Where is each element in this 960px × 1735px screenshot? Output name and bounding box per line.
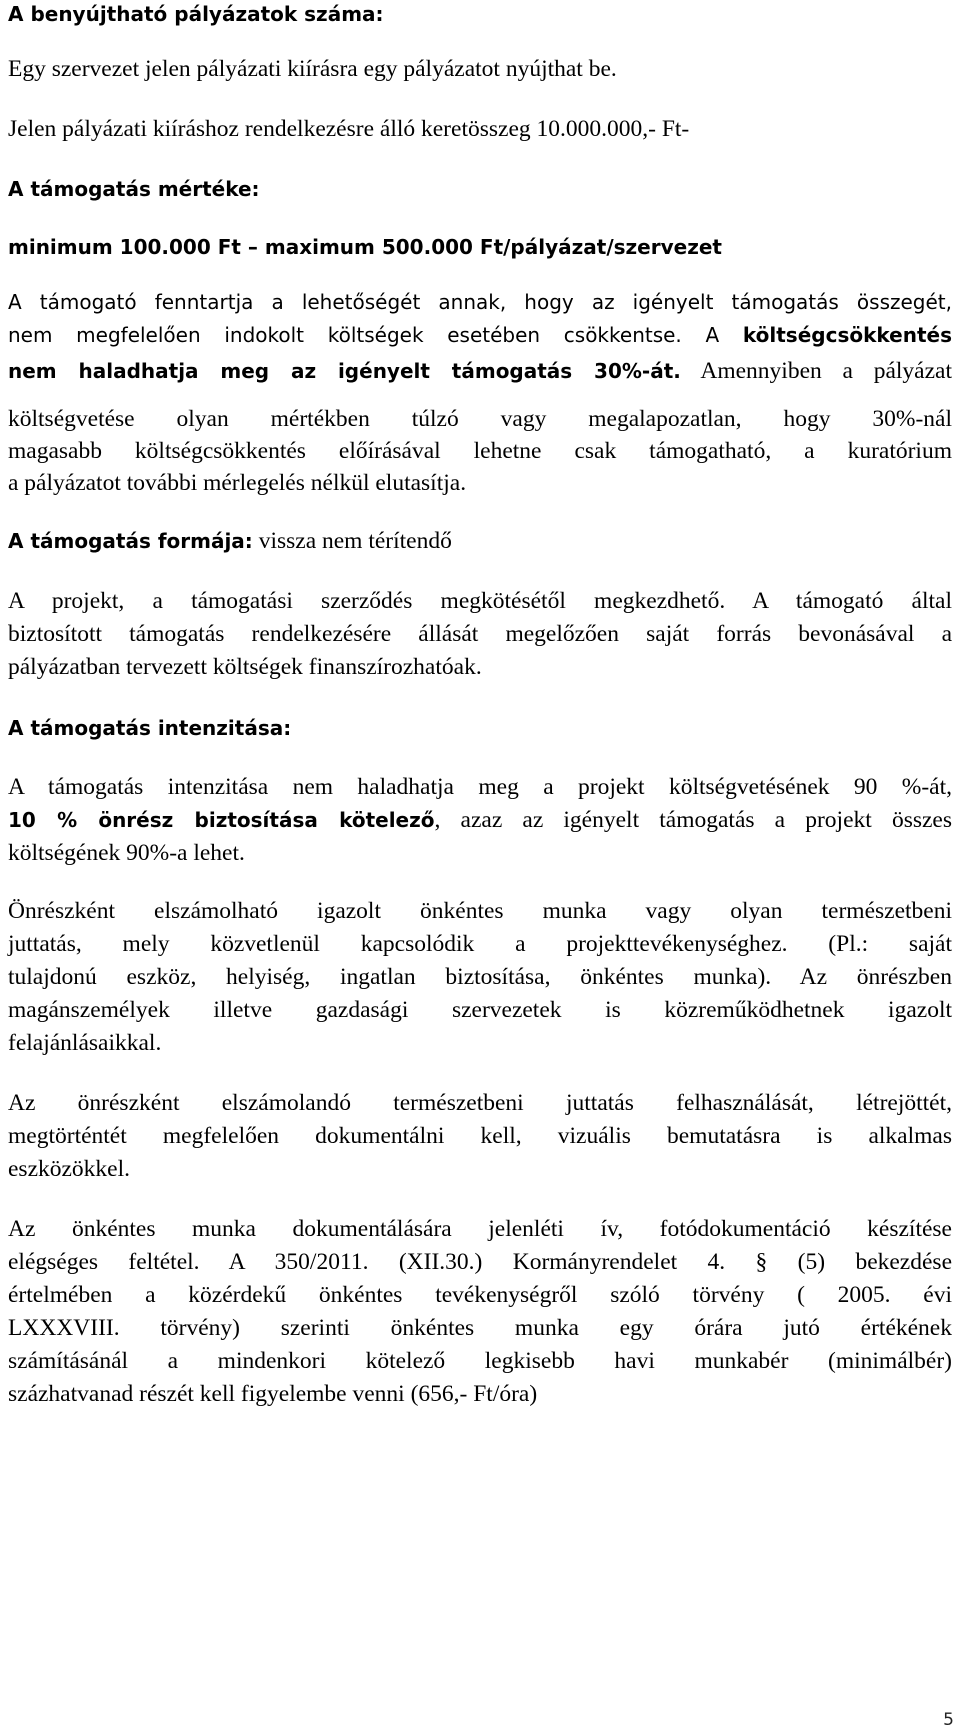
text-line: költségvetése olyan mértékben túlzó vagy megalapozatlan, hogy 30%-nál <box>8 406 952 432</box>
text-line: Jelen pályázati kiíráshoz rendelkezésre álló keretösszeg 10.000.000,- Ft- <box>8 116 690 142</box>
page-number: 5 <box>943 1710 954 1730</box>
text-line: biztosított támogatás rendelkezésére állását megelőzően saját forrás bevonásával a <box>8 621 952 647</box>
text-line: A támogatás intenzitása nem haladhatja meg a projekt költségvetésének 90 %-át, <box>8 774 952 800</box>
text-line <box>8 360 952 384</box>
text-line: A támogató fenntartja a lehetőségét annak, hogy az igényelt támogatás összegét, <box>8 290 952 314</box>
text-line: pályázatban tervezett költségek finanszírozhatóak. <box>8 654 482 680</box>
section-heading-amount: A támogatás mértéke: <box>8 177 260 201</box>
support-form-value: vissza nem térítendő <box>252 528 452 554</box>
section-heading-intensity: A támogatás intenzitása: <box>8 716 292 740</box>
text-line <box>8 809 952 833</box>
text-line: Egy szervezet jelen pályázati kiírásra egy pályázatot nyújthat be. <box>8 56 617 82</box>
text-line: költségének 90%-a lehet. <box>8 840 245 866</box>
bold-run: 10 % önrész biztosítása kötelező <box>8 808 435 832</box>
section-heading-submissions: A benyújtható pályázatok száma: <box>8 2 384 26</box>
text-run: , azaz az igényelt támogatás a projekt összes <box>434 807 952 833</box>
text-line: Az önkéntes munka dokumentálására jelenléti ív, fotódokumentáció készítése <box>8 1216 952 1242</box>
text-line: Önrészként elszámolható igazolt önkéntes munka vagy olyan természetbeni <box>8 898 952 924</box>
bold-run: költségcsökkentés <box>742 323 952 347</box>
text-line: értelmében a közérdekű önkéntes tevékenységről szóló törvény ( 2005. évi <box>8 1282 952 1308</box>
bold-run: nem haladhatja meg az igényelt támogatás 30%-át. <box>8 359 681 383</box>
text-line: elégséges feltétel. A 350/2011. (XII.30.) Kormányrendelet 4. § (5) bekezdése <box>8 1249 952 1275</box>
text-line: Az önrészként elszámolandó természetbeni juttatás felhasználását, létrejöttét, <box>8 1090 952 1116</box>
text-run: nem megfelelően indokolt költségek esetében csökkentse. A <box>8 323 743 347</box>
text-line: százhatvanad részét kell figyelembe venni (656,- Ft/óra) <box>8 1381 538 1407</box>
text-line: juttatás, mely közvetlenül kapcsolódik a projekttevékenységhez. (Pl.: saját <box>8 931 952 957</box>
text-line: LXXXVIII. törvény) szerinti önkéntes munka egy órára jutó értékének <box>8 1315 952 1341</box>
amount-range: minimum 100.000 Ft – maximum 500.000 Ft/pályázat/szervezet <box>8 235 722 259</box>
text-line: A projekt, a támogatási szerződés megkötésétől megkezdhető. A támogató által <box>8 588 952 614</box>
section-heading-form: A támogatás formája: <box>8 529 253 553</box>
text-line <box>8 325 952 345</box>
text-line: eszközökkel. <box>8 1156 131 1182</box>
text-line: a pályázatot további mérlegelés nélkül elutasítja. <box>8 470 467 496</box>
text-line: magasabb költségcsökkentés előírásával lehetne csak támogatható, a kuratórium <box>8 438 952 464</box>
text-line: tulajdonú eszköz, helyiség, ingatlan biztosítása, önkéntes munka). Az önrészben <box>8 964 952 990</box>
text-line: számításánál a mindenkori kötelező legkisebb havi munkabér (minimálbér) <box>8 1348 952 1374</box>
text-line: megtörténtét megfelelően dokumentálni kell, vizuális bemutatásra is alkalmas <box>8 1123 952 1149</box>
support-form-line <box>8 530 452 554</box>
text-line: felajánlásaikkal. <box>8 1030 162 1056</box>
text-run: Amennyiben a pályázat <box>680 358 952 384</box>
text-line: magánszemélyek illetve gazdasági szervezetek is közreműködhetnek igazolt <box>8 997 952 1023</box>
